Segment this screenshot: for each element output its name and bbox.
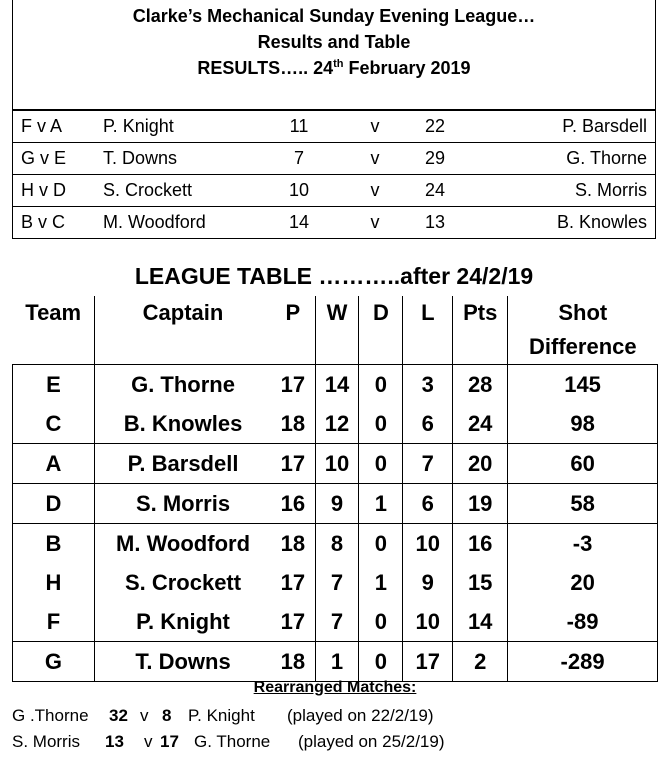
team-cell: E	[13, 365, 95, 405]
result-away: G. Thorne	[465, 143, 656, 175]
header-drawn: D	[359, 296, 403, 365]
won-cell: 7	[315, 602, 359, 642]
result-away-score: 22	[405, 111, 465, 143]
rearranged-away: P. Knight	[188, 706, 255, 725]
result-home-score: 7	[253, 143, 345, 175]
rearranged-away-score: 8	[162, 706, 172, 725]
won-cell: 8	[315, 524, 359, 564]
drawn-cell: 0	[359, 444, 403, 484]
result-v: v	[345, 175, 405, 207]
drawn-cell: 0	[359, 524, 403, 564]
header-points: Pts	[453, 296, 508, 365]
drawn-cell: 0	[359, 642, 403, 682]
lost-cell: 9	[403, 563, 453, 602]
points-cell: 28	[453, 365, 508, 405]
team-cell: C	[13, 404, 95, 444]
shot-diff-cell: 60	[508, 444, 658, 484]
shot-diff-cell: 98	[508, 404, 658, 444]
league-name: Clarke’s Mechanical Sunday Evening League…	[132, 6, 536, 26]
rearranged-note: (played on 25/2/19)	[298, 732, 445, 751]
won-cell: 14	[315, 365, 359, 405]
points-cell: 19	[453, 484, 508, 524]
table-row	[13, 444, 658, 484]
lost-cell: 6	[403, 484, 453, 524]
header-team: Team	[25, 300, 82, 325]
drawn-cell: 0	[359, 365, 403, 405]
table-row	[13, 642, 658, 682]
result-row	[13, 111, 656, 143]
result-v: v	[345, 143, 405, 175]
header-won: W	[315, 296, 359, 365]
captain-cell: P. Barsdell	[94, 444, 271, 484]
header-shot-difference: Shot Difference	[508, 296, 658, 365]
drawn-cell: 0	[359, 404, 403, 444]
captain-cell: S. Morris	[94, 484, 271, 524]
played-cell: 17	[280, 569, 306, 595]
result-row	[13, 175, 656, 207]
table-row	[13, 484, 658, 524]
result-away-score: 13	[405, 207, 465, 239]
results-table	[12, 110, 656, 239]
result-home-score: 11	[253, 111, 345, 143]
result-v: v	[345, 207, 405, 239]
subtitle: Results and Table	[257, 32, 411, 52]
lost-cell: 3	[403, 365, 453, 405]
result-home-score: 10	[253, 175, 345, 207]
rearranged-home: G .Thorne	[12, 706, 89, 725]
drawn-cell: 1	[359, 484, 403, 524]
league-table-title: LEAGUE TABLE ………..after 24/2/19	[134, 263, 534, 289]
points-cell: 15	[453, 563, 508, 602]
won-cell: 12	[315, 404, 359, 444]
result-home: S. Crockett	[103, 175, 253, 207]
won-cell: 9	[315, 484, 359, 524]
shot-diff-cell: -3	[508, 524, 658, 564]
captain-cell: S. Crockett	[94, 563, 271, 602]
shot-diff-cell: 145	[508, 365, 658, 405]
captain-cell: T. Downs	[94, 642, 271, 682]
captain-cell: P. Knight	[94, 602, 271, 642]
league-table	[12, 296, 658, 682]
table-row	[13, 365, 658, 405]
won-cell: 1	[315, 642, 359, 682]
header-played: P	[285, 300, 301, 325]
result-row	[13, 207, 656, 239]
header-lost: L	[403, 296, 453, 365]
lost-cell: 6	[403, 404, 453, 444]
table-row	[13, 404, 658, 444]
won-cell: 7	[315, 563, 359, 602]
result-match: H v D	[13, 175, 104, 207]
result-home: T. Downs	[103, 143, 253, 175]
result-v: v	[345, 111, 405, 143]
drawn-cell: 0	[359, 602, 403, 642]
team-cell: D	[13, 484, 95, 524]
shot-diff-cell: -89	[508, 602, 658, 642]
played-cell: 18	[271, 642, 315, 682]
team-cell: G	[13, 642, 95, 682]
result-home-score: 14	[253, 207, 345, 239]
played-cell: 17	[280, 608, 306, 634]
table-row	[13, 524, 658, 564]
played-cell: 18	[271, 524, 315, 564]
result-home: M. Woodford	[103, 207, 253, 239]
lost-cell: 10	[403, 524, 453, 564]
team-cell: H	[13, 563, 95, 602]
rearranged-match	[12, 732, 662, 754]
result-row	[13, 143, 656, 175]
rearranged-match	[12, 706, 662, 728]
lost-cell: 7	[403, 444, 453, 484]
result-away-score: 24	[405, 175, 465, 207]
points-cell: 2	[453, 642, 508, 682]
rearranged-away: G. Thorne	[194, 732, 271, 751]
team-cell: A	[13, 444, 95, 484]
team-cell: F	[13, 602, 95, 642]
header-captain: Captain	[94, 296, 271, 365]
result-away: S. Morris	[465, 175, 656, 207]
played-cell: 16	[271, 484, 315, 524]
result-match: G v E	[13, 143, 104, 175]
shot-diff-cell: 58	[508, 484, 658, 524]
drawn-cell: 1	[359, 563, 403, 602]
played-cell: 17	[271, 365, 315, 405]
result-away: B. Knowles	[465, 207, 656, 239]
played-cell: 18	[280, 410, 306, 436]
shot-diff-cell: 20	[508, 563, 658, 602]
rearranged-note: (played on 22/2/19)	[287, 706, 434, 725]
team-cell: B	[13, 524, 95, 564]
league-header-row	[13, 296, 658, 365]
results-date: RESULTS….. 24th February 2019	[197, 58, 471, 78]
captain-cell: B. Knowles	[94, 404, 271, 444]
result-home: P. Knight	[103, 111, 253, 143]
shot-diff-cell: -289	[508, 642, 658, 682]
rearranged-v: v	[144, 732, 153, 751]
table-row	[13, 602, 658, 642]
captain-cell: M. Woodford	[94, 524, 271, 564]
result-match: B v C	[13, 207, 104, 239]
rearranged-v: v	[140, 706, 149, 725]
points-cell: 24	[453, 404, 508, 444]
captain-cell: G. Thorne	[94, 365, 271, 405]
rearranged-title: Rearranged Matches:	[253, 679, 417, 696]
won-cell: 10	[315, 444, 359, 484]
table-row	[13, 563, 658, 602]
result-match: F v A	[13, 111, 104, 143]
rearranged-home-score: 13	[105, 732, 124, 751]
result-away: P. Barsdell	[465, 111, 656, 143]
header-box	[12, 0, 656, 110]
lost-cell: 10	[403, 602, 453, 642]
rearranged-home: S. Morris	[12, 732, 80, 751]
rearranged-home-score: 32	[109, 706, 128, 725]
rearranged-away-score: 17	[160, 732, 179, 751]
points-cell: 20	[453, 444, 508, 484]
points-cell: 14	[453, 602, 508, 642]
result-away-score: 29	[405, 143, 465, 175]
played-cell: 17	[271, 444, 315, 484]
lost-cell: 17	[403, 642, 453, 682]
points-cell: 16	[453, 524, 508, 564]
